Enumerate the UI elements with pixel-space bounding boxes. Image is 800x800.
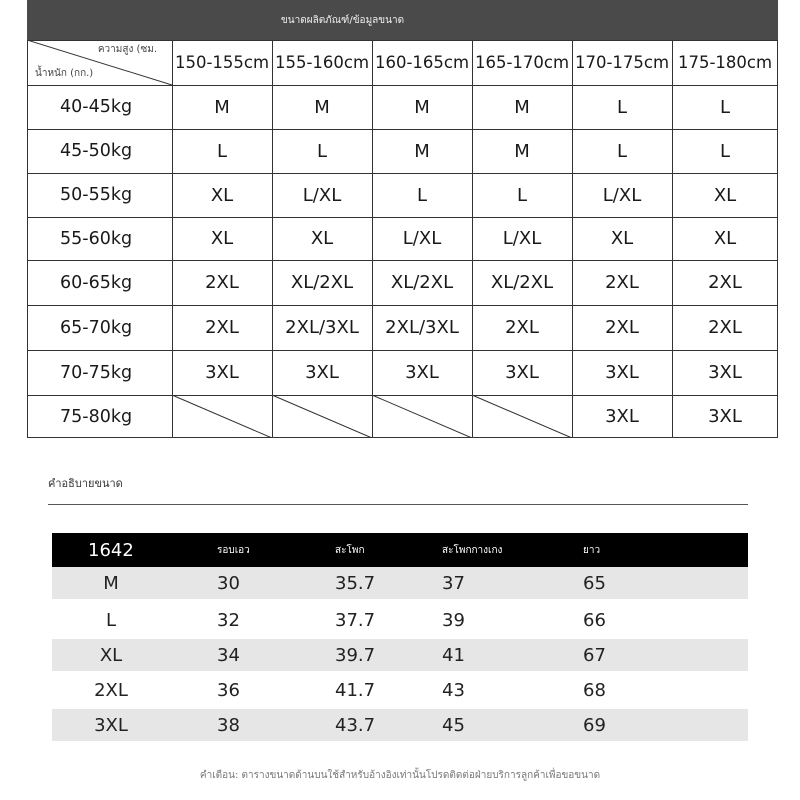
weight-label-cell: 45-50kg xyxy=(60,141,133,161)
size-cell: 3XL xyxy=(405,362,439,383)
height-header-cell: 170-175cm xyxy=(574,53,670,72)
measurement-column-header: ยาว xyxy=(583,544,601,556)
size-cell: XL xyxy=(210,184,234,206)
size-cell: 2XL xyxy=(605,272,639,293)
size-cell: XL/2XL xyxy=(290,272,354,293)
size-cell: 3XL xyxy=(205,362,239,383)
empty-cell-diagonal xyxy=(372,395,472,438)
height-header-cell: 165-170cm xyxy=(474,53,570,72)
empty-cell-diagonal xyxy=(172,395,272,438)
size-cell: 2XL xyxy=(708,272,742,293)
header-title: ขนาดผลิตภัณฑ์/ข้อมูลขนาด xyxy=(280,14,405,26)
measurement-value-cell: 66 xyxy=(583,609,606,631)
measurement-size-cell: 3XL xyxy=(94,714,128,736)
size-cell: L/XL xyxy=(302,184,342,206)
size-cell: L xyxy=(316,140,328,162)
measurement-value-cell: 39 xyxy=(442,609,465,631)
empty-cell-diagonal xyxy=(272,395,372,438)
measurement-value-cell: 39.7 xyxy=(335,644,376,666)
size-cell: XL xyxy=(713,184,737,206)
measurement-value-cell: 35.7 xyxy=(335,572,376,594)
size-cell: 2XL xyxy=(708,317,742,338)
weight-label-cell: 60-65kg xyxy=(60,272,133,293)
weight-label-cell: 65-70kg xyxy=(60,317,133,338)
corner-weight-label: น้ำหนัก (กก.) xyxy=(35,68,94,79)
size-cell: L xyxy=(416,184,428,206)
size-cell: 2XL xyxy=(505,317,539,338)
size-cell: 3XL xyxy=(305,362,339,383)
size-cell: M xyxy=(414,140,430,162)
measurement-value-cell: 32 xyxy=(217,609,240,631)
description-title: คำอธิบายขนาด xyxy=(48,477,123,490)
measurement-row xyxy=(52,639,748,671)
measurement-value-cell: 69 xyxy=(583,714,606,736)
corner-diagonal xyxy=(27,40,172,85)
size-cell: XL xyxy=(610,228,634,249)
measurement-value-cell: 36 xyxy=(217,679,240,701)
size-cell: L xyxy=(616,96,628,118)
size-cell: M xyxy=(214,96,230,118)
measurement-value-cell: 65 xyxy=(583,572,606,594)
size-cell: 2XL xyxy=(205,317,239,338)
size-cell: 2XL/3XL xyxy=(285,317,359,338)
measurement-value-cell: 43 xyxy=(442,679,465,701)
height-header-cell: 160-165cm xyxy=(374,53,470,72)
measurement-value-cell: 30 xyxy=(217,572,240,594)
size-cell: 3XL xyxy=(505,362,539,383)
measurement-size-cell: XL xyxy=(99,644,123,666)
size-cell: M xyxy=(514,140,530,162)
size-cell: L/XL xyxy=(402,228,442,249)
grid-diagonals xyxy=(27,40,778,438)
size-cell: L xyxy=(516,184,528,206)
size-cell: 3XL xyxy=(605,406,639,427)
measurement-row xyxy=(52,567,748,599)
measurement-size-cell: M xyxy=(103,572,119,594)
weight-label-cell: 50-55kg xyxy=(60,185,133,205)
size-cell: L xyxy=(719,96,731,118)
height-header-cell: 155-160cm xyxy=(274,53,370,72)
size-chart-table xyxy=(27,40,778,438)
description-divider xyxy=(48,504,748,505)
size-cell: 3XL xyxy=(708,406,742,427)
measurement-value-cell: 45 xyxy=(442,714,465,736)
height-header-cell: 175-180cm xyxy=(677,53,773,72)
size-cell: L xyxy=(616,140,628,162)
measurement-value-cell: 41 xyxy=(442,644,465,666)
measurement-row xyxy=(52,603,748,637)
weight-label-cell: 75-80kg xyxy=(60,406,133,427)
measurement-column-header: สะโพก xyxy=(335,544,365,556)
size-cell: XL xyxy=(210,228,234,249)
measurement-value-cell: 37 xyxy=(442,572,465,594)
measurement-column-header: รอบเอว xyxy=(217,544,250,556)
size-cell: L/XL xyxy=(602,184,642,206)
size-cell: M xyxy=(314,96,330,118)
size-cell: L/XL xyxy=(502,228,542,249)
measurement-value-cell: 68 xyxy=(583,679,606,701)
size-cell: 2XL xyxy=(205,272,239,293)
corner-height-label: ความสูง (ซม. xyxy=(97,44,157,55)
size-cell: XL/2XL xyxy=(390,272,454,293)
weight-label-cell: 70-75kg xyxy=(60,362,133,383)
measurement-row xyxy=(52,673,748,707)
weight-label-cell: 55-60kg xyxy=(60,228,133,249)
footer-note: คำเตือน: ตารางขนาดด้านบนใช้สำหรับอ้างอิงเท่านั้นโปรดติดต่อฝ่ายบริการลูกค้าเพื่อขอขนาด xyxy=(199,770,601,781)
measurement-value-cell: 41.7 xyxy=(335,679,376,701)
measurement-size-cell: 2XL xyxy=(94,679,128,701)
measurement-size-cell: L xyxy=(105,609,117,631)
size-cell: 2XL/3XL xyxy=(385,317,459,338)
measurement-header-row xyxy=(52,533,748,567)
size-cell: XL/2XL xyxy=(490,272,554,293)
empty-cell-diagonal xyxy=(472,395,572,438)
measurement-value-cell: 43.7 xyxy=(335,714,376,736)
measurement-value-cell: 67 xyxy=(583,644,606,666)
height-header-cell: 150-155cm xyxy=(174,53,270,72)
measurement-row xyxy=(52,709,748,741)
measurement-value-cell: 38 xyxy=(217,714,240,736)
size-cell: XL xyxy=(310,228,334,249)
measurement-column-header: สะโพกกางเกง xyxy=(442,544,503,556)
weight-label-cell: 40-45kg xyxy=(60,97,133,117)
size-cell: 2XL xyxy=(605,317,639,338)
size-cell: L xyxy=(216,140,228,162)
measurement-value-cell: 34 xyxy=(217,644,240,666)
top-header-bar xyxy=(27,0,778,40)
size-cell: 3XL xyxy=(605,362,639,383)
size-cell: XL xyxy=(713,228,737,249)
model-code: 1642 xyxy=(88,539,134,561)
size-cell: L xyxy=(719,140,731,162)
size-cell: M xyxy=(514,96,530,118)
measurement-value-cell: 37.7 xyxy=(335,609,376,631)
size-cell: M xyxy=(414,96,430,118)
size-cell: 3XL xyxy=(708,362,742,383)
